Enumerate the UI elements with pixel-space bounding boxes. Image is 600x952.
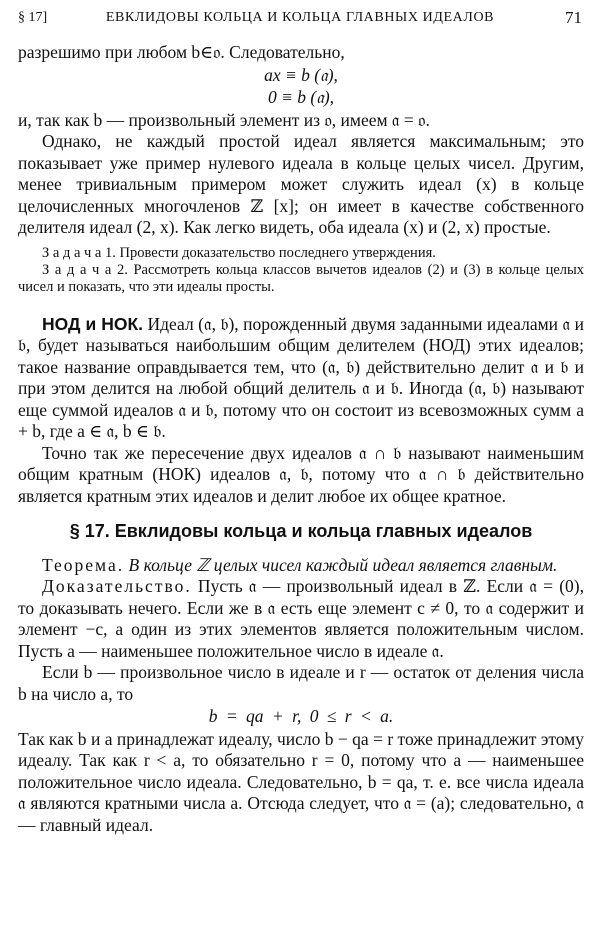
gcd-heading: НОД и НОК.	[42, 313, 144, 334]
header-title: ЕВКЛИДОВЫ КОЛЬЦА И КОЛЬЦА ГЛАВНЫХ ИДЕАЛОВ	[105, 10, 495, 25]
paragraph-division: Если b — произвольное число в идеале и r — остаток от деления числа b на число a, то	[18, 662, 584, 704]
paragraph-proof	[18, 576, 584, 662]
paragraph-gcd	[18, 314, 584, 443]
paragraph-final: Так как b и a принадлежат идеалу, число b − qa = r тоже принадлежит этому идеалу. Так как r < a, то обязательно r = 0, потому что a — наименьшее положительное число идеала. Следовательно, b = qa, т. е. все числа идеала 𝔞 являются кратными числа a. Отсюда следует, что 𝔞 = (a); следовательно, 𝔞 — главный идеал.	[18, 728, 584, 835]
formula-division: b = qa + r, 0 ≤ r < a.	[208, 706, 394, 726]
proof-label: Доказательство.	[42, 576, 192, 596]
paragraph-prime-ideals: Однако, не каждый простой идеал является максимальным; это показывает уже пример нулевого идеала в кольце целых чисел. Другим, менее тривиальным примером может служить идеал (x) в кольце целочисленных многочленов ℤ [x]; он имеет в качестве собственного делителя идеал (2, x). Как легко видеть, оба идеала (x) и (2, x) простые.	[18, 131, 584, 237]
section-heading: § 17. Евклидовы кольца и кольца главных идеалов	[69, 521, 533, 541]
paragraph-theorem	[18, 555, 584, 577]
header-section-ref: § 17]	[18, 10, 48, 25]
page-number: 71	[565, 8, 582, 27]
paragraph-lcm: Точно так же пересечение двух идеалов 𝔞 ∩ 𝔟 называют наименьшим общим кратным (НОК) идеалов 𝔞, 𝔟, потому что 𝔞 ∩ 𝔟 действительно является кратным этих идеалов и делит любое их общее кратное.	[18, 442, 584, 506]
proof-text: Пусть 𝔞 — произвольный идеал в ℤ. Если 𝔞 = (0), то доказывать нечего. Если же в 𝔞 есть еще элемент c ≠ 0, то 𝔞 содержит и элемент −c, а один из этих элементов является положительным числом. Пусть a — наименьшее положительное число в идеале 𝔞.	[18, 576, 584, 661]
running-header	[18, 10, 582, 30]
page-body	[18, 42, 584, 836]
theorem-text: В кольце ℤ целых чисел каждый идеал является главным.	[124, 554, 558, 575]
paragraph-conclusion: и, так как b — произвольный элемент из 𝔬, имеем 𝔞 = 𝔬.	[18, 109, 430, 130]
theorem-label: Теорема.	[42, 554, 125, 575]
exercise-1: З а д а ч а 1. Провести доказательство последнего утверждения.	[42, 244, 436, 261]
formula-congruence-1: ax ≡ b (𝔞),	[264, 64, 338, 85]
exercise-2: З а д а ч а 2. Рассмотреть кольца классов вычетов идеалов (2) и (3) в кольце целых чисел и показать, что эти идеалы просты.	[18, 261, 584, 295]
formula-congruence-2: 0 ≡ b (𝔞),	[267, 87, 335, 107]
exercises-block	[18, 245, 584, 296]
gcd-text: Идеал (𝔞, 𝔟), порожденный двумя заданными идеалами 𝔞 и 𝔟, будет называться наибольшим общим делителем (НОД) этих идеалов; такое название оправдывается тем, что (𝔞, 𝔟) действительно делит 𝔞 и 𝔟 и при этом делится на любой общий делитель 𝔞 и 𝔟. Иногда (𝔞, 𝔟) называют еще суммой идеалов 𝔞 и 𝔟, потому что он состоит из всевозможных сумм a + b, где a ∈ 𝔞, b ∈ 𝔟.	[18, 313, 585, 441]
paragraph-intro: разрешимо при любом b∈𝔬. Следовательно,	[18, 42, 345, 62]
